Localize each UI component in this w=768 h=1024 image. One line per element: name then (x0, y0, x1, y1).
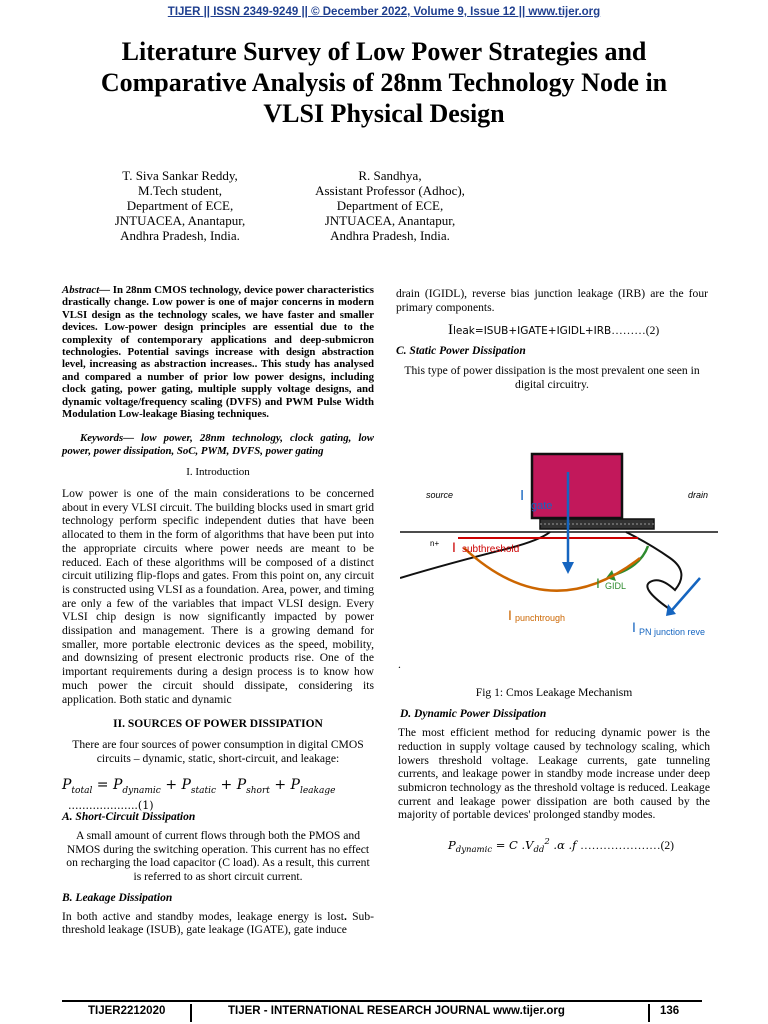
eq-tag: ………(2) (611, 325, 660, 338)
equation-1 (62, 777, 374, 812)
eq-symbol: P (290, 777, 300, 794)
author-line: JNTUACEA, Anantapur, (324, 213, 456, 228)
punchtrough-I: I (508, 607, 512, 623)
nplus-label: n+ (430, 539, 440, 548)
eq-sub: short (246, 786, 270, 797)
section-b-text (62, 910, 374, 937)
abstract-text: In 28nm CMOS technology, device power characteristics drastically change. Low power is one of major concerns in modern VLSI design as the technology scales, we have faster and smaller devices. Low-power design principles are essential due to the complexity of contemporary applications and deep-submicron technologies. Potential savings increase with design abstraction level, increasing as abstraction increases.. This study has analysed and compared a number of prior low power designs, including clock gating, power gating, multiple supply voltage designs, and dynamic voltage/frequency scaling (DVFS) and PWM Pulse Width Modulation Low-leakage Biasing techniques. (62, 284, 374, 421)
section-a-heading: A. Short-Circuit Dissipation (62, 811, 196, 824)
section-b-text-part: . (343, 909, 347, 923)
author-line: JNTUACEA, Anantapur, (114, 213, 246, 228)
eq-tag: …………………(2) (580, 839, 674, 852)
eq-tag: ....................(1) (68, 798, 154, 812)
equation-2 (448, 324, 708, 339)
section-2-text: There are four sources of power consumption in digital CMOS circuits – dynamic, static, short-circuit, and leakage: (72, 737, 364, 765)
source-label: source (426, 490, 454, 500)
section-b-text-part: In both active and standby modes, leakage energy is lost (62, 909, 344, 923)
subthreshold-I: I (452, 539, 456, 555)
title-line: Comparative Analysis of 28nm Technology Node in (100, 68, 668, 97)
eq-symbol: P (112, 777, 123, 794)
figure-dot: . (398, 658, 401, 671)
section-a-text: A small amount of current flows through both the PMOS and NMOS during the switching operation. This current has no effect on recharging the load capacitor (C load). As a result, this current is referred to as short circuit current. (66, 829, 370, 884)
author-line: R. Sandhya, (358, 168, 422, 183)
eq-operator: = (96, 777, 109, 794)
eq-body: = C .V (492, 837, 534, 852)
paper-title (40, 36, 728, 129)
eq-body: .α .f (549, 837, 581, 852)
footer-separator (190, 1004, 192, 1022)
leakage-mechanism-figure (400, 448, 718, 658)
footer-separator (648, 1004, 650, 1022)
section-c-text: This type of power dissipation is the most prevalent one seen in digital circuitry. (404, 363, 700, 391)
author-line: M.Tech student, (138, 183, 222, 198)
eq-symbol: I (448, 322, 453, 339)
section-c-heading: C. Static Power Dissipation (396, 345, 526, 358)
abstract-label: Abstract— (62, 284, 110, 296)
author-line: Andhra Pradesh, India. (330, 228, 450, 243)
figure-caption: Fig 1: Cmos Leakage Mechanism (475, 685, 633, 699)
footer-journal: TIJER - INTERNATIONAL RESEARCH JOURNAL www.tijer.org (228, 1005, 565, 1017)
eq-symbol: P (62, 777, 72, 794)
subthreshold-label: subthreshold (462, 544, 520, 555)
journal-header: TIJER || ISSN 2349-9249 || © December 2022, Volume 9, Issue 12 || www.tijer.org (167, 6, 601, 18)
eq-sub: static (190, 786, 217, 797)
pn-I: I (632, 619, 636, 635)
title-line: VLSI Physical Design (263, 99, 505, 128)
right-column-lower (398, 658, 710, 858)
drain-label: drain (688, 490, 709, 500)
eq-body: leak=ISUB+IGATE+IGIDL+IRB (453, 325, 612, 338)
eq-sub: dynamic (122, 786, 161, 797)
section-2-heading: II. SOURCES OF POWER DISSIPATION (113, 718, 323, 731)
abstract (62, 284, 374, 420)
right-column (396, 287, 708, 391)
eq-sub: leakage (299, 786, 336, 797)
section-1-heading: I. Introduction (186, 466, 250, 479)
leakage-components-text: drain (IGIDL), reverse bias junction leakage (IRB) are the four primary components. (396, 287, 708, 314)
section-d-heading: D. Dynamic Power Dissipation (400, 708, 547, 721)
gate-current-label: gate (531, 500, 553, 512)
author-line: Department of ECE, (126, 198, 234, 213)
keywords: Keywords— low power, 28nm technology, clock gating, low power, power dissipation, SoC, PWM, DVFS, power gating (62, 432, 374, 457)
footer-paper-id: TIJER2212020 (88, 1005, 166, 1017)
punchtrough-label: punchtrough (515, 613, 566, 623)
footer-page-number: 136 (660, 1005, 680, 1017)
eq-sub: total (71, 786, 93, 797)
arrow-head (562, 562, 574, 574)
eq-symbol: P (181, 777, 191, 794)
author-line: Assistant Professor (Adhoc), (315, 183, 465, 198)
eq-symbol: P (448, 837, 456, 852)
author-1 (80, 168, 280, 243)
equation-3 (448, 836, 710, 858)
pn-junction-arrow (672, 578, 700, 610)
author-line: Andhra Pradesh, India. (120, 228, 240, 243)
eq-sub: dynamic (455, 845, 493, 856)
drain-junction (626, 532, 681, 608)
gate-current-I: I (520, 487, 525, 504)
section-b-heading: B. Leakage Dissipation (62, 891, 173, 904)
author-line: T. Siva Sankar Reddy, (122, 168, 238, 183)
section-b-text-part: Sub-threshold leakage (ISUB), gate leakage (IGATE), gate induce (62, 909, 374, 937)
title-line: Literature Survey of Low Power Strategies and (121, 37, 647, 66)
gidl-label: GIDL (605, 581, 627, 591)
gidl-arrow (610, 546, 648, 576)
author-line: Department of ECE, (336, 198, 444, 213)
eq-operator: + (165, 777, 178, 794)
eq-sup: 2 (544, 837, 550, 848)
page-footer (62, 1000, 702, 1022)
left-column (62, 284, 374, 937)
pn-label: PN junction reve (639, 627, 706, 637)
section-d-text: The most efficient method for reducing dynamic power is the reduction in supply voltage caused by technology scaling, which lowers threshold voltage. Leakage currents, gate tunneling currents, and leakage power in standby mode increase under deep submicron technology as the threshold voltage is reduced. Leakage current and leakage power dissipation are both caused by the majority of portable devices' prolonged standby modes. (398, 726, 710, 822)
eq-sub: dd (533, 845, 545, 856)
gidl-I: I (596, 575, 600, 591)
eq-operator: + (274, 777, 287, 794)
eq-operator: + (220, 777, 233, 794)
author-2 (290, 168, 490, 243)
section-1-text: Low power is one of the main considerations to be concerned about in every VLSI circuit. The building blocks used in smart grid technology perform specific independent duties that have been allocated to them in the form of algorithms that have been put into the appropriate circuits where power needs are meant to be reduced. Each of these algorithms will be composed of a distinct circuit utilizing flip-flops and gates. From this point on, any circuit is constructed using VLSI as a foundation. Area, power, and timing are only a few of the variables that impact VLSI design. Every VLSI chip design is now significantly impacted by power dissipation and management. There is a growing demand for smaller, more portable electronic devices as the speed, mobility, and downsizing of present electronic products rise. One of the important requirements during a design process is to know how much power the circuit should dissipate, considering its application. Both static and dynamic (62, 486, 374, 706)
eq-symbol: P (236, 777, 247, 794)
